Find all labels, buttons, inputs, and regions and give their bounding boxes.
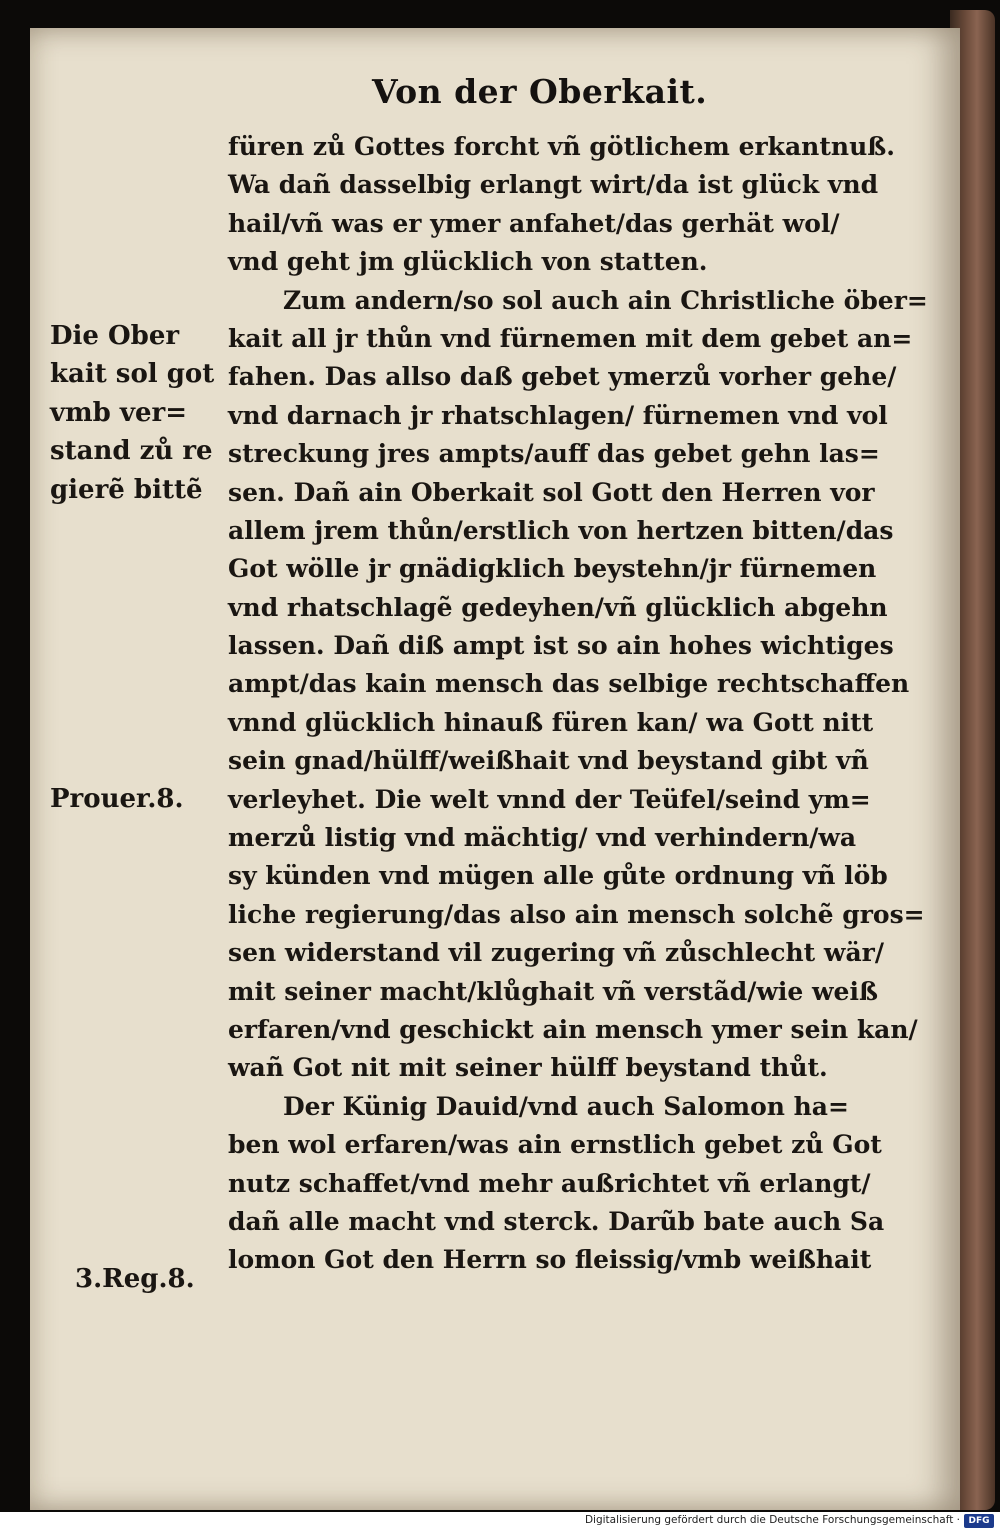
dfg-logo: DFG xyxy=(964,1514,994,1528)
text-line: ampt/das kain mensch das selbige rechtschaffen xyxy=(228,669,910,699)
text-line: sy künden vnd mügen alle gůte ordnung vñ löb xyxy=(228,861,888,891)
text-line: dañ alle macht vnd sterck. Darũb bate auch Sa xyxy=(228,1206,885,1236)
marginal-note-prouer: Prouer.8. xyxy=(50,784,184,814)
marginal-line: vmb ver= xyxy=(50,397,187,428)
text-line: fahen. Das allso daß gebet ymerzů vorher gehe/ xyxy=(228,362,897,392)
text-line: lassen. Dañ diß ampt ist so ain hohes wichtiges xyxy=(228,631,894,661)
text-line: vnnd glücklich hinauß füren kan/ wa Gott nitt xyxy=(228,707,874,737)
dfg-credit: Digitalisierung gefördert durch die Deutsche Forschungsgemeinschaft · xyxy=(584,1514,960,1526)
text-line: Der Künig Dauid/vnd auch Salomon ha= xyxy=(283,1091,849,1121)
text-line: Wa dañ dasselbig erlangt wirt/da ist glück vnd xyxy=(228,170,879,200)
text-line: liche regierung/das also ain mensch solchẽ gros= xyxy=(228,899,925,929)
text-line: sein gnad/hülff/weißhait vnd beystand gibt vñ xyxy=(228,746,869,776)
marginal-line: Die Ober xyxy=(50,321,180,351)
marginal-line: gierẽ bittẽ xyxy=(50,474,203,505)
text-line: füren zů Gottes forcht vñ götlichem erkantnuß. xyxy=(228,132,895,161)
text-line: kait all jr thůn vnd fürnemen mit dem gebet an= xyxy=(228,323,913,353)
text-line: nutz schaffet/vnd mehr außrichtet vñ erlangt/ xyxy=(228,1168,871,1198)
text-line: allem jrem thůn/erstlich von hertzen bitten/das xyxy=(228,515,894,545)
text-line: Got wölle jr gnädigklich beystehn/jr fürnemen xyxy=(228,554,877,584)
text-line: wañ Got nit mit seiner hülff beystand thůt. xyxy=(228,1053,828,1083)
marginal-note-oberkait xyxy=(50,317,225,509)
text-line: sen. Dañ ain Oberkait sol Gott den Herren vor xyxy=(228,477,875,507)
text-line: ben wol erfaren/was ain ernstlich gebet zů Got xyxy=(228,1130,882,1160)
text-line: sen widerstand vil zugering vñ zůschlecht wär/ xyxy=(228,938,884,968)
text-line: vnd rhatschlagẽ gedeyhen/vñ glücklich abgehn xyxy=(228,592,888,622)
marginal-note-reg: 3.Reg.8. xyxy=(75,1264,195,1294)
text-line: lomon Got den Herrn so fleissig/vmb weißhait xyxy=(228,1245,872,1275)
text-line: erfaren/vnd geschickt ain mensch ymer sein kan/ xyxy=(228,1014,918,1044)
text-line: verleyhet. Die welt vnnd der Teüfel/seind ym= xyxy=(228,784,871,814)
text-line: mit seiner macht/klůghait vñ verstãd/wie weiß xyxy=(228,976,878,1006)
running-heading: Von der Oberkait. xyxy=(372,72,708,111)
text-line: streckung jres ampts/auff das gebet gehn las= xyxy=(228,439,880,469)
marginal-line: kait sol got xyxy=(50,359,215,390)
text-line: vnd darnach jr rhatschlagen/ fürnemen vnd vol xyxy=(228,400,888,430)
body-text xyxy=(228,128,948,1280)
text-line: Zum andern/so sol auch ain Christliche öber= xyxy=(283,285,928,315)
marginal-line: stand zů re xyxy=(50,436,213,467)
text-line: merzů listig vnd mächtig/ vnd verhindern/wa xyxy=(228,823,857,853)
text-line: hail/vñ was er ymer anfahet/das gerhät wol/ xyxy=(228,208,840,238)
text-line: vnd geht jm glücklich von statten. xyxy=(228,247,708,277)
